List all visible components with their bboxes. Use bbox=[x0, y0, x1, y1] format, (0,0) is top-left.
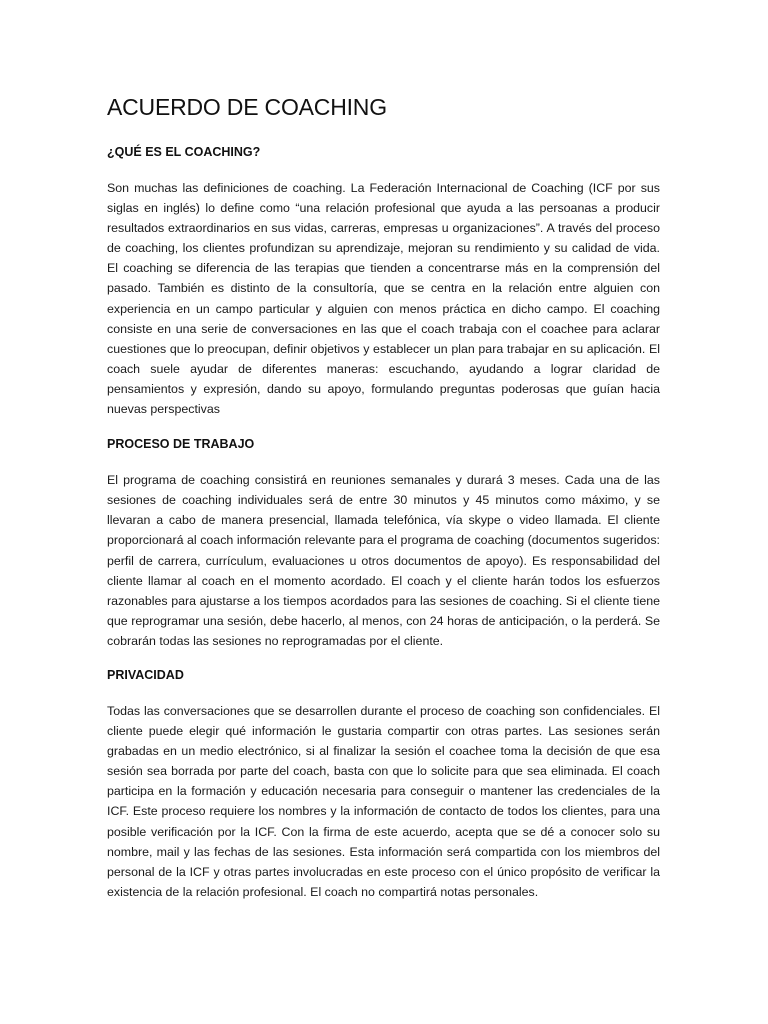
section-body-que-es: Son muchas las definiciones de coaching. La Federación Internacional de Coaching (ICF por sus siglas en inglés) lo define como “una relación profesional que ayuda a las persoanas a producir resultados extraordinarios en sus vidas, carreras, empresas u organizaciones”. A través del proceso de coaching, los clientes profundizan su aprendizaje, mejoran su rendimiento y su calidad de vida. El coaching se diferencia de las terapias que tienden a concentrarse más en la comprensión del pasado. También es distinto de la consultoría, que se centra en la relación entre alguien con experiencia en un campo particular y alguien con menos práctica en dicho campo. El coaching consiste en una serie de conversaciones en las que el coach trabaja con el coachee para aclarar cuestiones que lo preocupan, definir objetivos y establecer un plan para trabajar en su aplicación. El coach suele ayudar de diferentes maneras: escuchando, ayudando a lograr claridad de pensamientos y expresión, dando su apoyo, formulando preguntas poderosas que guían hacia nuevas perspectivas bbox=[107, 181, 660, 417]
document-page bbox=[107, 92, 660, 918]
section-body-proceso: El programa de coaching consistirá en reuniones semanales y durará 3 meses. Cada una de las sesiones de coaching individuales será de entre 30 minutos y 45 minutos como máximo, y se llevaran a cabo de manera presencial, llamada telefónica, vía skype o video llamada. El cliente proporcionará al coach información relevante para el programa de coaching (documentos sugeridos: perfil de carrera, currículum, evaluaciones u otros documentos de apoyo). Es responsabilidad del cliente llamar al coach en el momento acordado. El coach y el cliente harán todos los esfuerzos razonables para ajustarse a los tiempos acordados para las sesiones de coaching. Si el cliente tiene que reprogramar una sesión, debe hacerlo, al menos, con 24 horas de anticipación, o la perderá. Se cobrarán todas las sesiones no reprogramadas por el cliente. bbox=[107, 473, 660, 648]
document-title: ACUERDO DE COACHING bbox=[107, 94, 387, 120]
section-body-privacidad: Todas las conversaciones que se desarrollen durante el proceso de coaching son confidenciales. El cliente puede elegir qué información le gustaria compartir con otras partes. Las sesiones serán grabadas en un medio electrónico, si al finalizar la sesión el coachee toma la decisión de que esa sesión sea borrada por parte del coach, basta con que lo solicite para que sea eliminada. El coach participa en la formación y educación necesaria para conseguir o mantener las credenciales de la ICF. Este proceso requiere los nombres y la información de contacto de todos los clientes, para una posible verificación por la ICF. Con la firma de este acuerdo, acepta que se dé a conocer solo su nombre, mail y las fechas de las sesiones. Esta información será compartida con los miembros del personal de la ICF y otras partes involucradas en este proceso con el único propósito de verificar la existencia de la relación profesional. El coach no compartirá notas personales. bbox=[107, 703, 660, 899]
section-heading-proceso: PROCESO DE TRABAJO bbox=[107, 437, 255, 452]
section-heading-privacidad: PRIVACIDAD bbox=[107, 667, 184, 682]
section-heading-que-es: ¿QUÉ ES EL COACHING? bbox=[107, 145, 261, 159]
